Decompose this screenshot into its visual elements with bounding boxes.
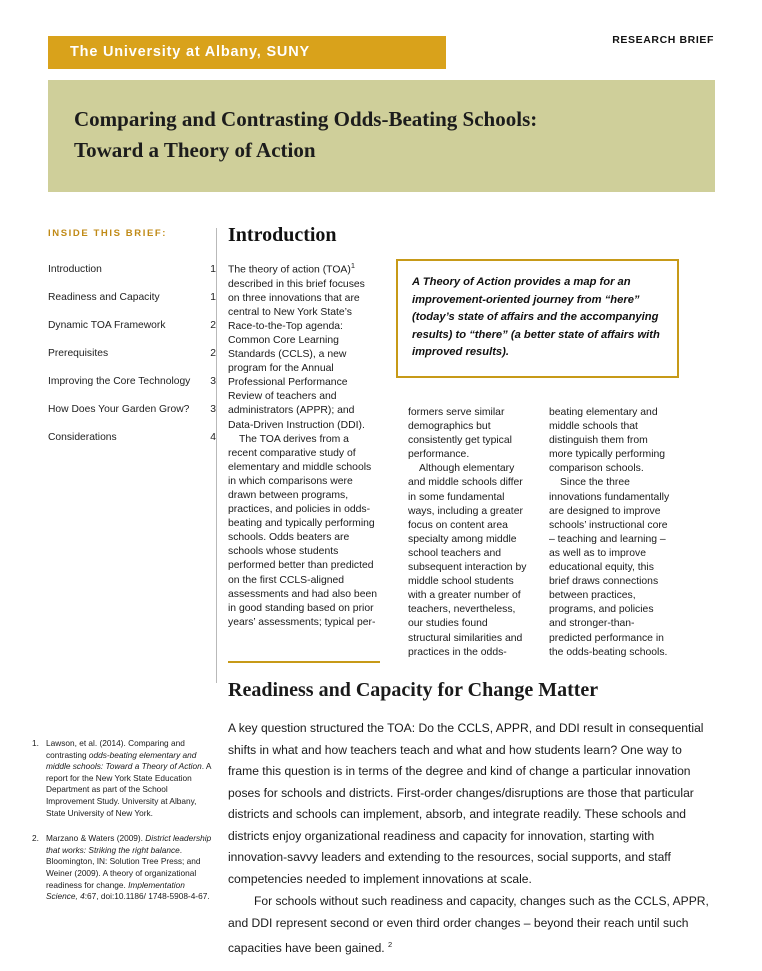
toc-item-label: Prerequisites: [48, 347, 109, 359]
institution-banner: [48, 36, 446, 69]
toc-item-label: Improving the Core Technology: [48, 375, 191, 387]
document-title: [48, 80, 715, 166]
toc-item-page: 4: [210, 431, 216, 443]
introduction-p4: Although elementary and middle schools differ in some fundamental ways, including a greater focus on content area specialty among middle school teachers and subsequent interaction by middle school students with a greater number of teachers, nevertheless, our studies found structural similarities and practices in the odds-: [408, 463, 527, 658]
toc-item-how-does-your-garden-grow[interactable]: [48, 395, 216, 423]
research-brief-label: RESEARCH BRIEF: [612, 34, 714, 46]
footnote-ref-1: 1: [350, 261, 355, 270]
introduction-p1-lead: The theory of action (TOA): [228, 264, 351, 276]
toc-item-label: Readiness and Capacity: [48, 291, 160, 303]
toc-item-label: How Does Your Garden Grow?: [48, 403, 190, 415]
footnote-text: [46, 738, 218, 819]
readiness-heading: Readiness and Capacity for Change Matter: [228, 679, 599, 701]
toc-item-page: 3: [210, 403, 216, 415]
footnote-ref-2: 2: [388, 940, 393, 949]
readiness-paragraph-1: A key question structured the TOA: Do the CCLS, APPR, and DDI result in consequential shifts in what and how teachers teach and what and how students learn? One way to frame this question is in terms of the degree and kind of change a particular innovation poses for schools and districts. First-order changes/disruptions are those that particular districts and schools can implement, absorb, and integrate readily. These schools and districts enjoy organizational readiness and capacity for innovation, starting with innovation-savvy leaders and extending to the resources, social supports, and staff competencies needed to implement innovations at scale.: [228, 721, 704, 886]
footnote-text-b: . A report for the New York State Education Department as part of the School Improvement Study. University at Albany, State University of New York.: [46, 761, 211, 818]
callout-text: A Theory of Action provides a map for an improvement-oriented journey from “here” (today’s state of affairs and the accompanying results) to “there” (a better state of affairs with improved results).: [412, 276, 660, 358]
footnote-number: 1.: [32, 738, 39, 748]
readiness-section: [228, 679, 715, 960]
toc-item-label: Considerations: [48, 431, 117, 443]
footnote-text-b: . Bloomington, IN: Solution Tree Press; and Weiner (2009). A theory of organizational readiness for change.: [46, 844, 201, 890]
footnote-italic-b: Implementation Science, 4: [46, 879, 185, 902]
footnote-1: [32, 738, 218, 819]
toc-item-introduction[interactable]: [48, 255, 216, 283]
footnote-text: [46, 833, 218, 903]
toc-item-page: 2: [210, 319, 216, 331]
toc-item-page: 3: [210, 375, 216, 387]
toc-item-label: Introduction: [48, 263, 102, 275]
inside-this-brief: [48, 228, 216, 451]
section-separator: [228, 661, 380, 663]
introduction-paragraph-1: [228, 259, 378, 433]
footnote-number: 2.: [32, 833, 39, 844]
readiness-paragraph-2: [228, 891, 715, 960]
introduction-heading: Introduction: [228, 224, 337, 246]
toc-heading: INSIDE THIS BRIEF:: [48, 228, 168, 239]
introduction-p1-rest: described in this brief focuses on three innovations that are central to New York State’s Race-to-the-Top agenda: Common Core Learning Standards (CCLS), a new program for the Annual Professional Performance Review of teachers and administrators (APPR); and Data-Driven Instruction (DDI).: [228, 278, 365, 431]
toc-item-prerequisites[interactable]: [48, 339, 216, 367]
footnotes: [32, 738, 218, 917]
toc-item-readiness-and-capacity[interactable]: [48, 283, 216, 311]
title-line-2: Toward a Theory of Action: [74, 138, 316, 162]
introduction-p3: formers serve similar demographics but consistently get typical performance.: [408, 407, 512, 461]
introduction-p6: Since the three innovations fundamentally are designed to improve schools’ instructional core – teaching and learning – as well as to improve educational equity, this brief draws connections between practices, programs, and policies and stronger-than-predicted performance in the odds-beating schools.: [549, 477, 670, 658]
toc-item-page: 1: [210, 291, 216, 303]
footnote-text-c: :67, doi:10.1186/ 1748-5908-4-67.: [84, 891, 210, 902]
footnote-2: [32, 833, 218, 903]
introduction-column-2: [408, 406, 532, 660]
introduction-paragraph-2: The TOA derives from a recent comparative study of elementary and middle schools in which comparisons were drawn between programs, practices, and policies in odds-beating and typically performing schools. Odds beaters are schools whose students performed better than predicted on the first CCLS-aligned assessments and had also been in good standing based on prior years’ assessments; typical per-: [228, 433, 378, 628]
introduction-p5: beating elementary and middle schools that distinguish them from more typically performing comparison schools.: [549, 407, 666, 475]
toc-item-label: Dynamic TOA Framework: [48, 319, 166, 331]
institution-name: The University at Albany, SUNY: [70, 44, 310, 60]
toc-item-dynamic-toa-framework[interactable]: [48, 311, 216, 339]
column-divider: [216, 228, 217, 683]
introduction-continuation: [408, 406, 715, 660]
footnote-text-a: Marzano & Waters (2009).: [46, 833, 146, 844]
toc-item-improving-the-core-technology[interactable]: [48, 367, 216, 395]
footnote-italic-a: District leadership that works: Striking the right balance: [46, 833, 212, 855]
title-line-1: Comparing and Contrasting Odds-Beating Schools:: [74, 107, 538, 131]
footnote-text-a: Lawson, et al. (2014). Comparing and contrasting: [46, 738, 185, 760]
readiness-p2-text: For schools without such readiness and capacity, changes such as the CCLS, APPR, and DDI represent second or even third order changes – beyond their reach until such capacities have been gained.: [228, 894, 709, 956]
introduction-column-3: [549, 406, 673, 660]
toc-item-considerations[interactable]: [48, 423, 216, 451]
main-content: [228, 224, 715, 956]
toc-item-page: 2: [210, 347, 216, 359]
title-band: [48, 80, 715, 192]
footnote-italic-a: odds-beating elementary and middle schools: Toward a Theory of Action: [46, 749, 202, 772]
introduction-column-1: [228, 259, 378, 630]
toc-item-page: 1: [210, 263, 216, 275]
theory-of-action-callout: [396, 259, 679, 378]
